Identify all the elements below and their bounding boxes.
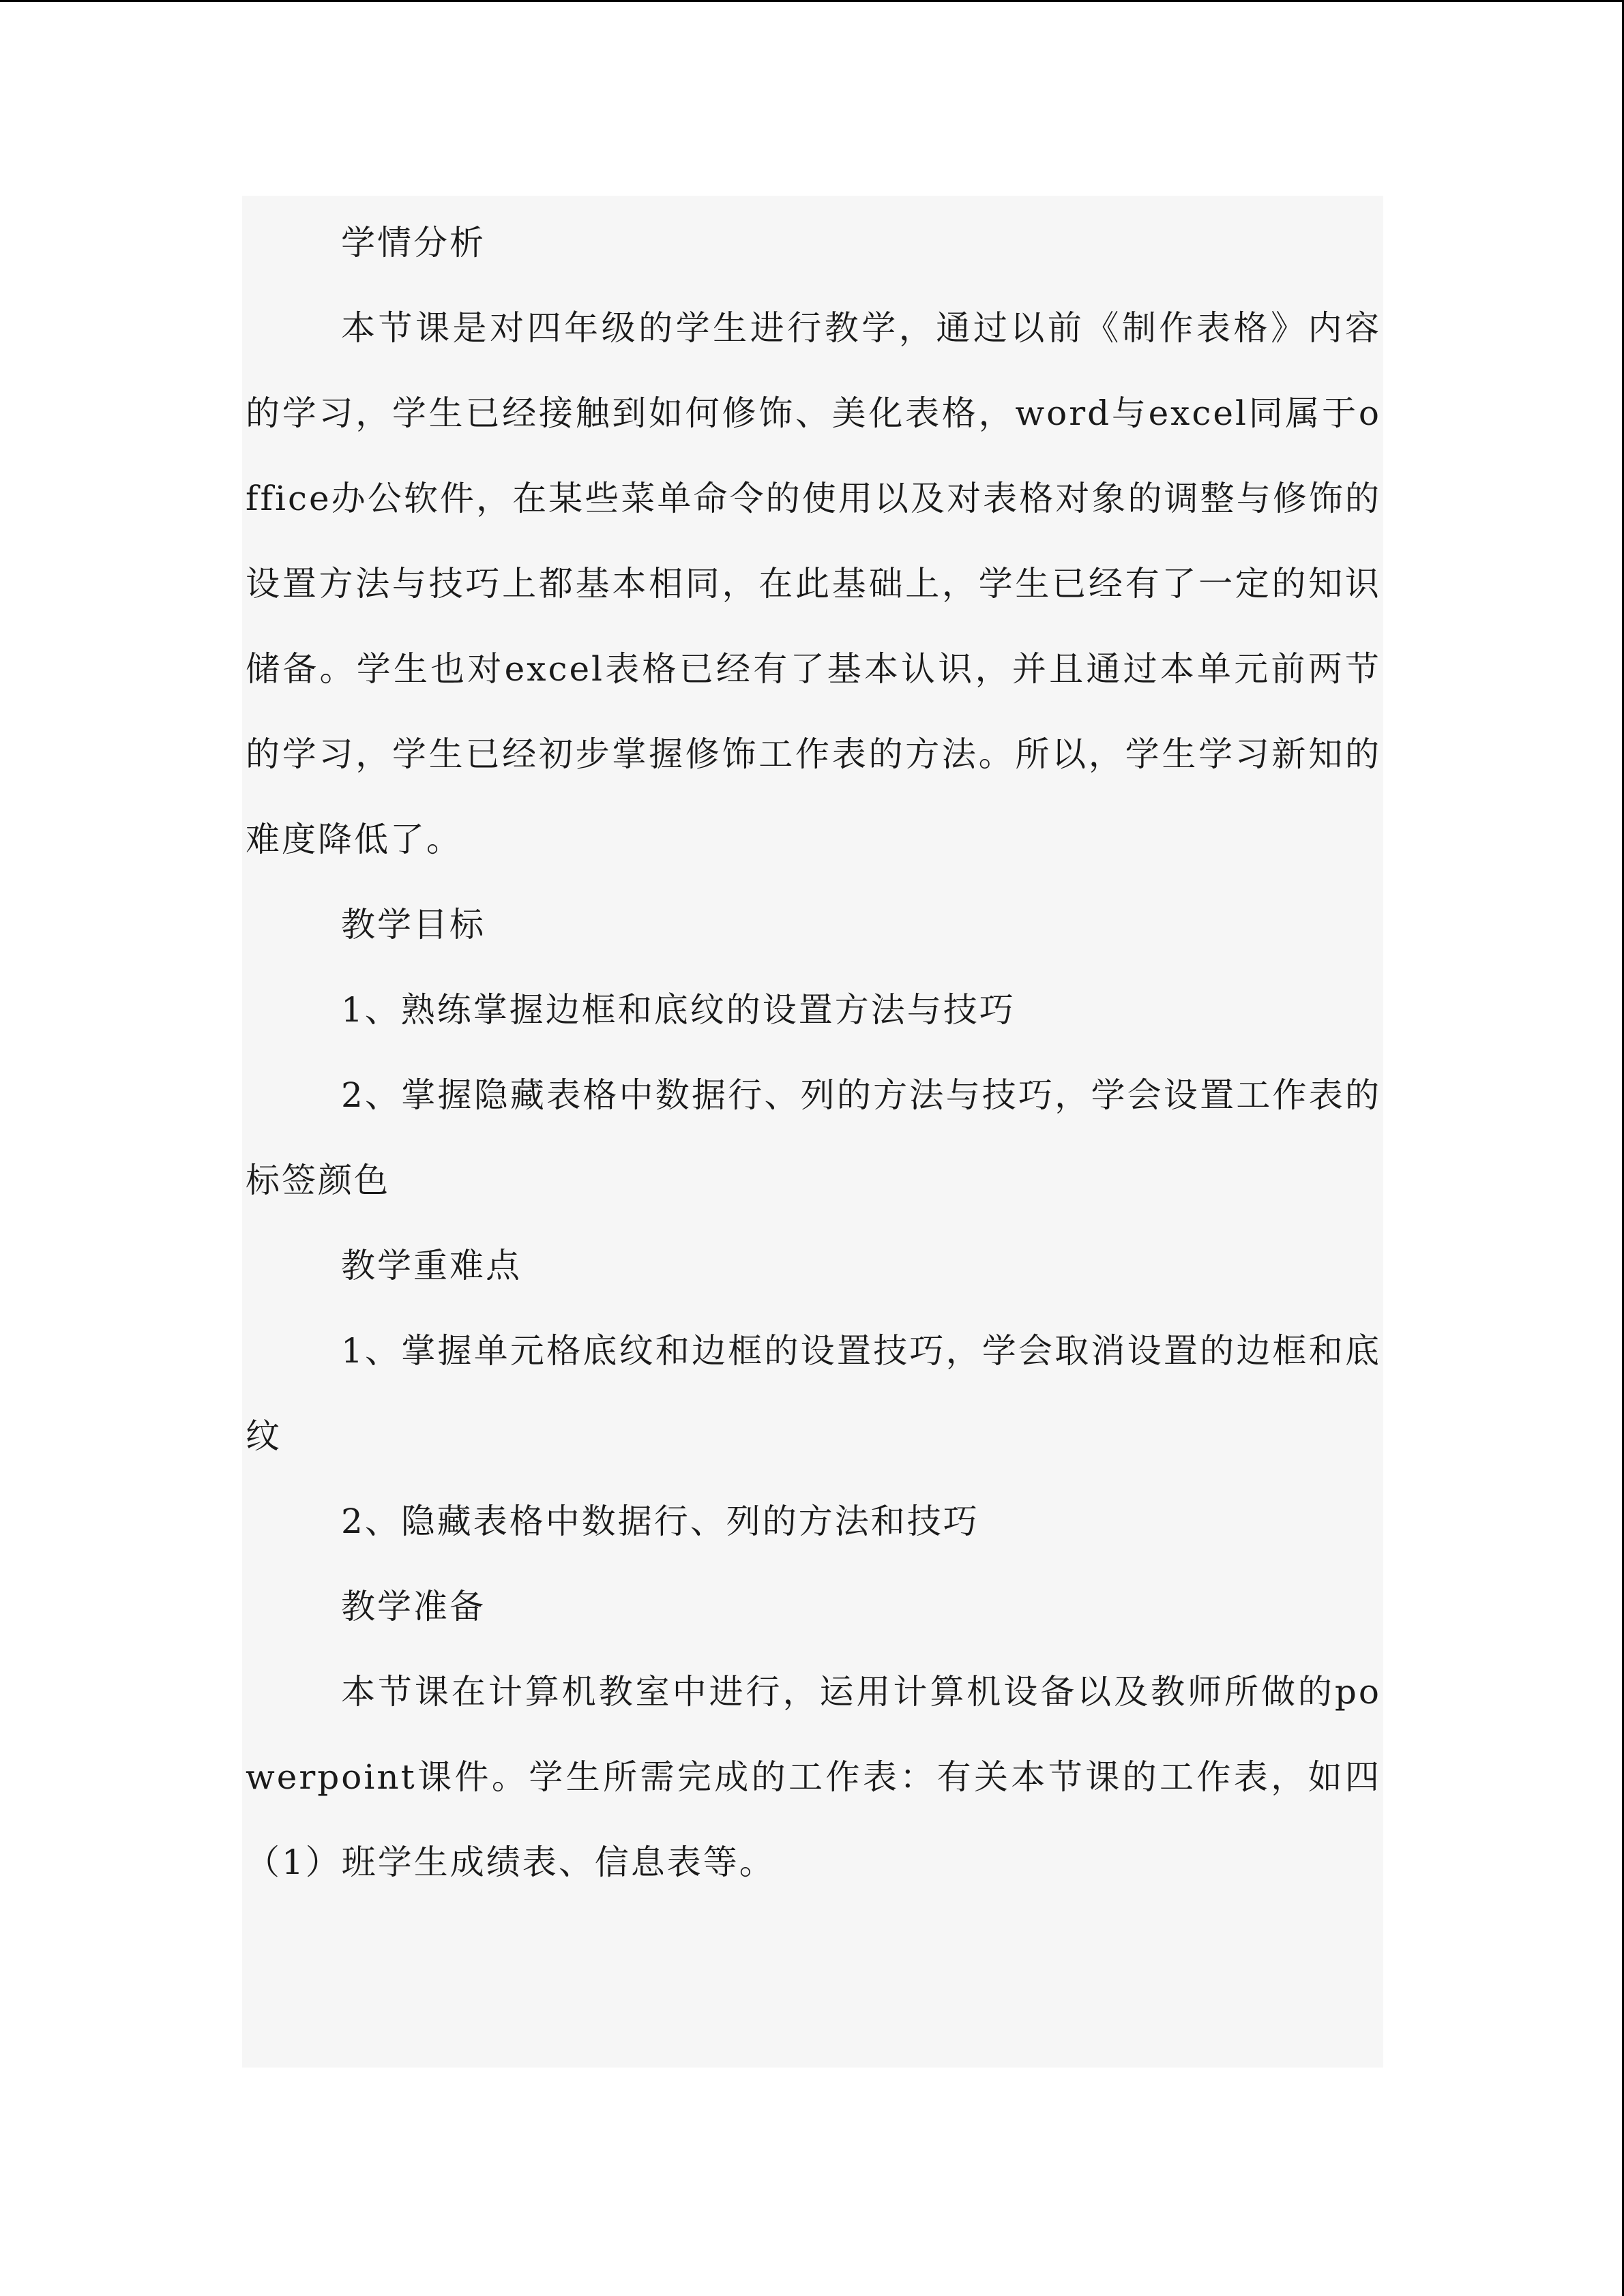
paragraph-teaching-preparation: 本节课在计算机教室中进行，运用计算机设备以及教师所做的powerpoint课件。学生所需完成的工作表：有关本节课的工作表，如四（1）班学生成绩表、信息表等。 bbox=[246, 1672, 1381, 1882]
difficulty-item-2: 2、隐藏表格中数据行、列的方法和技巧 bbox=[341, 1502, 979, 1541]
heading-learner-analysis: 学情分析 bbox=[341, 223, 486, 263]
heading-key-difficulties: 教学重难点 bbox=[341, 1246, 522, 1285]
difficulty-item-1: 1、掌握单元格底纹和边框的设置技巧，学会取消设置的边框和底纹 bbox=[246, 1331, 1381, 1456]
heading-teaching-objectives: 教学目标 bbox=[341, 905, 486, 944]
paragraph-learner-analysis: 本节课是对四年级的学生进行教学，通过以前《制作表格》内容的学习，学生已经接触到如何修饰、美化表格，word与excel同属于office办公软件，在某些菜单命令的使用以及对表格对象的调整与修饰的设置方法与技巧上都基本相同，在此基础上，学生已经有了一定的知识储备。学生也对excel表格已经有了基本认识，并且通过本单元前两节的学习，学生已经初步掌握修饰工作表的方法。所以，学生学习新知的难度降低了。 bbox=[246, 308, 1381, 859]
objective-item-1: 1、熟练掌握边框和底纹的设置方法与技巧 bbox=[341, 990, 1016, 1030]
heading-teaching-preparation: 教学准备 bbox=[341, 1587, 486, 1626]
document-text bbox=[246, 200, 1381, 1905]
page-top-border bbox=[0, 0, 1624, 2]
objective-item-2: 2、掌握隐藏表格中数据行、列的方法与技巧，学会设置工作表的标签颜色 bbox=[246, 1075, 1381, 1200]
document-content-block bbox=[242, 196, 1383, 2068]
